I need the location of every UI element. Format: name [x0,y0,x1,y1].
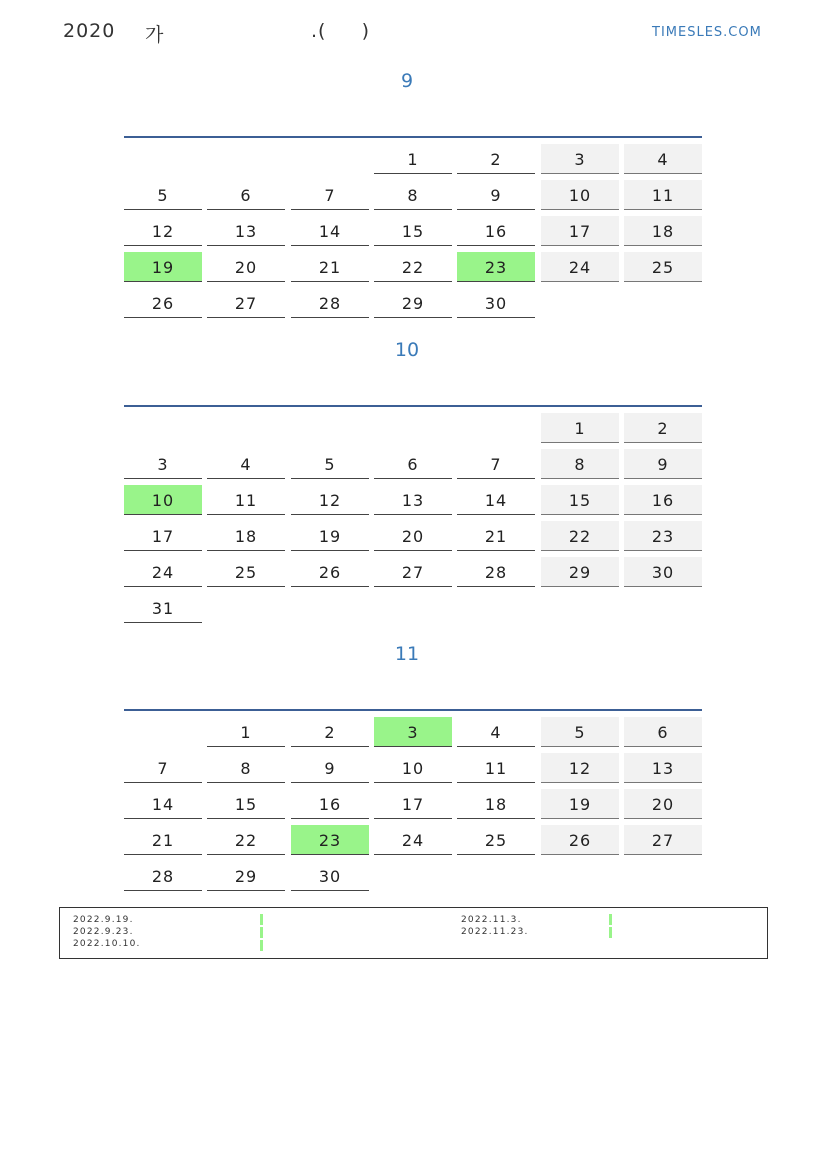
day-cell: 1 [374,144,452,174]
day-cell: 9 [291,753,369,783]
day-cell: 4 [457,717,535,747]
day-cell: 11 [624,180,702,210]
day-cell: 16 [624,485,702,515]
day-cell: 13 [207,216,285,246]
month-title: 11 [394,643,420,665]
day-cell: 2 [291,717,369,747]
day-cell: 8 [207,753,285,783]
title-year: 2020 [63,20,116,42]
holiday-legend [59,907,768,959]
day-cell: 20 [624,789,702,819]
day-cell: 22 [374,252,452,282]
legend-marker [260,927,263,938]
day-cell: 27 [374,557,452,587]
day-cell: 23 [457,252,535,282]
day-cell: 23 [291,825,369,855]
legend-item: 2022.10.10. [73,939,141,949]
day-cell: 6 [624,717,702,747]
day-cell: 27 [624,825,702,855]
legend-item: 2022.9.23. [73,927,134,937]
day-cell: 29 [207,861,285,891]
day-cell: 4 [624,144,702,174]
legend-marker [609,927,612,938]
day-cell: 18 [457,789,535,819]
legend-marker [609,914,612,925]
day-cell: 15 [207,789,285,819]
day-cell: 19 [291,521,369,551]
day-cell: 21 [457,521,535,551]
day-cell: 19 [124,252,202,282]
day-cell: 25 [207,557,285,587]
day-cell: 28 [291,288,369,318]
day-cell: 5 [124,180,202,210]
day-cell: 30 [291,861,369,891]
day-cell: 7 [291,180,369,210]
day-cell: 9 [624,449,702,479]
day-cell: 26 [124,288,202,318]
month-title: 9 [400,70,414,92]
legend-item: 2022.11.23. [461,927,529,937]
title-korean: 가 [145,24,165,46]
day-cell: 29 [541,557,619,587]
day-cell: 14 [124,789,202,819]
day-cell: 17 [124,521,202,551]
day-cell: 17 [374,789,452,819]
day-cell: 3 [124,449,202,479]
day-cell: 6 [207,180,285,210]
day-cell: 30 [624,557,702,587]
day-cell: 3 [541,144,619,174]
day-cell: 9 [457,180,535,210]
day-cell: 12 [541,753,619,783]
day-cell: 4 [207,449,285,479]
day-cell: 25 [457,825,535,855]
day-cell: 5 [291,449,369,479]
day-cell: 21 [124,825,202,855]
day-cell: 26 [541,825,619,855]
day-cell: 10 [541,180,619,210]
day-cell: 24 [541,252,619,282]
day-cell: 20 [207,252,285,282]
day-cell: 7 [124,753,202,783]
day-cell: 15 [374,216,452,246]
day-cell: 12 [291,485,369,515]
day-cell: 17 [541,216,619,246]
day-cell: 26 [291,557,369,587]
day-cell: 24 [374,825,452,855]
legend-marker [260,914,263,925]
legend-item: 2022.11.3. [461,915,522,925]
day-cell: 14 [291,216,369,246]
day-cell: 8 [541,449,619,479]
day-cell: 12 [124,216,202,246]
day-cell: 14 [457,485,535,515]
day-cell: 29 [374,288,452,318]
day-cell: 21 [291,252,369,282]
day-cell: 1 [207,717,285,747]
day-cell: 7 [457,449,535,479]
day-cell: 24 [124,557,202,587]
day-cell: 31 [124,593,202,623]
day-cell: 30 [457,288,535,318]
day-cell: 28 [124,861,202,891]
day-cell: 11 [207,485,285,515]
month-rule [124,136,702,138]
day-cell: 18 [624,216,702,246]
day-cell: 15 [541,485,619,515]
legend-item: 2022.9.19. [73,915,134,925]
day-cell: 8 [374,180,452,210]
day-cell: 3 [374,717,452,747]
month-rule [124,405,702,407]
day-cell: 16 [291,789,369,819]
day-cell: 10 [374,753,452,783]
month-rule [124,709,702,711]
day-cell: 20 [374,521,452,551]
day-cell: 2 [624,413,702,443]
day-cell: 5 [541,717,619,747]
month-title: 10 [394,339,420,361]
day-cell: 18 [207,521,285,551]
title-tail: .( ) [311,20,371,42]
day-cell: 10 [124,485,202,515]
day-cell: 13 [624,753,702,783]
day-cell: 13 [374,485,452,515]
day-cell: 16 [457,216,535,246]
day-cell: 27 [207,288,285,318]
day-cell: 25 [624,252,702,282]
day-cell: 1 [541,413,619,443]
day-cell: 11 [457,753,535,783]
day-cell: 28 [457,557,535,587]
site-link[interactable]: TIMESLES.COM [652,25,762,40]
day-cell: 6 [374,449,452,479]
day-cell: 2 [457,144,535,174]
day-cell: 23 [624,521,702,551]
day-cell: 19 [541,789,619,819]
day-cell: 22 [207,825,285,855]
day-cell: 22 [541,521,619,551]
legend-marker [260,940,263,951]
